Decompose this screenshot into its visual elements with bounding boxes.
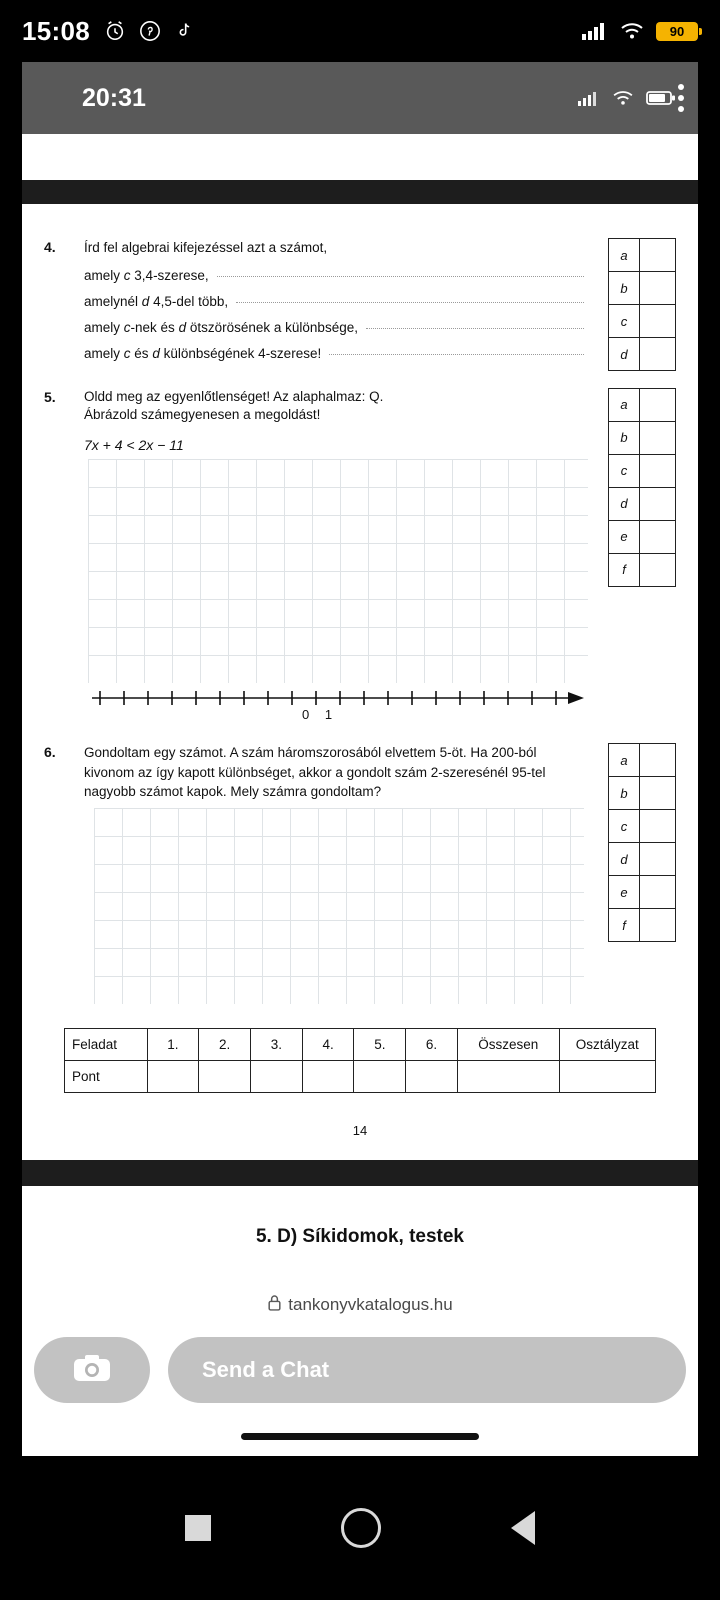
answer-row (609, 389, 675, 422)
battery-icon: 90 (656, 22, 698, 41)
exercise-4-answer-boxes (608, 238, 676, 371)
exercise-5-number-line (88, 683, 588, 729)
answer-letter: c (609, 810, 640, 842)
answer-row (609, 239, 675, 272)
android-navigation-bar (0, 1456, 720, 1600)
answer-letter: b (609, 422, 640, 454)
app-window (22, 62, 698, 1456)
alarm-icon (104, 20, 126, 42)
line-post2: ötszörösének a különbsége, (189, 319, 358, 335)
answer-cell[interactable] (640, 876, 675, 908)
next-page-title: 5. D) Síkidomok, testek (255, 1226, 464, 1248)
wifi-icon (620, 22, 644, 40)
system-status-bar (0, 0, 720, 62)
status-bar-clock: 15:08 (22, 15, 90, 46)
table-row (65, 1061, 656, 1093)
answer-row (609, 810, 675, 843)
exercise-5-prompt-line-2: Ábrázold számegyenesen a megoldást! (84, 407, 321, 423)
score-table-header-cell: 3. (250, 1029, 302, 1061)
score-table-header-cell: 4. (302, 1029, 354, 1061)
answer-letter: a (609, 239, 640, 271)
battery-icon (646, 90, 676, 106)
answer-row (609, 843, 675, 876)
line-post: 3,4-szerese, (134, 267, 209, 283)
signal-icon (578, 91, 600, 106)
line-pre: amelynél (84, 293, 139, 309)
score-table-header-cell: 2. (199, 1029, 251, 1061)
score-table-header-cell: Osztályzat (559, 1029, 655, 1061)
score-table-row-label: Pont (65, 1061, 148, 1093)
pinterest-icon (139, 20, 161, 42)
answer-letter: d (609, 843, 640, 875)
screenshot-status-bar (22, 62, 698, 134)
answer-cell[interactable] (640, 422, 675, 454)
exercise-4-line-4 (84, 346, 584, 361)
answer-cell[interactable] (640, 521, 675, 553)
answer-row (609, 455, 675, 488)
score-cell[interactable] (354, 1061, 406, 1093)
wifi-icon (612, 90, 634, 106)
exercise-5 (44, 388, 676, 578)
page-divider-bottom (22, 1160, 698, 1186)
answer-rule[interactable] (329, 354, 584, 355)
exercise-5-equation: 7x + 4 < 2x − 11 (84, 437, 184, 454)
line-post: -nek és (130, 319, 175, 335)
answer-row (609, 338, 675, 371)
watermark-url-text: tankonyvkatalogus.hu (288, 1295, 453, 1315)
exercise-4-line-2 (84, 294, 584, 309)
exercise-5-number: 5. (44, 388, 56, 405)
page-number: 14 (352, 1123, 368, 1139)
send-a-chat-button[interactable]: Send a Chat (168, 1337, 686, 1403)
answer-row (609, 876, 675, 909)
answer-cell[interactable] (640, 488, 675, 520)
line-var2: d (152, 345, 160, 361)
camera-icon (72, 1352, 112, 1389)
answer-row (609, 488, 675, 521)
answer-letter: e (609, 876, 640, 908)
score-cell[interactable] (406, 1061, 458, 1093)
exercise-6-number: 6. (44, 744, 56, 761)
recents-square-icon[interactable] (185, 1515, 211, 1541)
line-var: d (141, 293, 150, 309)
score-table-header-cell: 5. (354, 1029, 406, 1061)
back-triangle-icon[interactable] (511, 1511, 535, 1545)
exercise-5-work-grid[interactable] (88, 459, 588, 683)
exercise-5-answer-boxes (608, 388, 676, 587)
score-cell[interactable] (250, 1061, 302, 1093)
line-post2: különbségének 4-szerese! (163, 345, 322, 361)
exercise-5-prompt-line-1: Oldd meg az egyenlőtlenséget! Az alaphalmaz: Q. (84, 388, 384, 404)
exercise-4-line-1 (84, 268, 584, 283)
answer-cell[interactable] (640, 305, 675, 337)
score-table-row-label: Feladat (65, 1029, 148, 1061)
score-table (64, 1028, 656, 1093)
page-divider-top (22, 180, 698, 204)
answer-letter: a (609, 744, 640, 776)
score-cell[interactable] (457, 1061, 559, 1093)
score-table-header-cell: Összesen (457, 1029, 559, 1061)
answer-letter: b (609, 777, 640, 809)
score-table-header-cell: 6. (406, 1029, 458, 1061)
line-var: c (123, 345, 131, 361)
answer-cell[interactable] (640, 389, 675, 421)
answer-cell[interactable] (640, 455, 675, 487)
exercise-6-work-grid[interactable] (94, 808, 584, 1004)
lock-icon (267, 1294, 282, 1316)
answer-row (609, 744, 675, 777)
answer-letter: d (609, 338, 640, 370)
watermark-url (22, 1294, 698, 1316)
screenshot-clock: 20:31 (82, 83, 146, 112)
status-bar-system-icons (582, 22, 698, 41)
home-circle-icon[interactable] (341, 1508, 381, 1548)
answer-rule[interactable] (236, 302, 584, 303)
line-pre: amely (84, 319, 121, 335)
score-cell[interactable] (199, 1061, 251, 1093)
answer-cell[interactable] (640, 909, 675, 941)
score-cell[interactable] (559, 1061, 655, 1093)
answer-row (609, 554, 675, 587)
answer-cell[interactable] (640, 272, 675, 304)
answer-row (609, 305, 675, 338)
exercise-4-number: 4. (44, 239, 56, 255)
answer-row (609, 909, 675, 942)
line-pre: amely (84, 345, 121, 361)
answer-letter: c (609, 455, 640, 487)
signal-icon (582, 22, 608, 40)
answer-letter: f (609, 909, 640, 941)
answer-letter: c (609, 305, 640, 337)
answer-cell[interactable] (640, 554, 675, 586)
line-post: és (134, 345, 149, 361)
answer-rule[interactable] (217, 276, 584, 277)
document-page (22, 204, 698, 1138)
answer-letter: e (609, 521, 640, 553)
exercise-4-line-3 (84, 320, 584, 335)
line-var: c (123, 267, 131, 283)
answer-cell[interactable] (640, 810, 675, 842)
answer-cell[interactable] (640, 338, 675, 370)
exercise-6-answer-boxes (608, 743, 676, 942)
tiktok-icon (174, 20, 194, 42)
overflow-menu-icon[interactable] (678, 84, 684, 112)
line-var2: d (178, 319, 187, 335)
answer-cell[interactable] (640, 777, 675, 809)
answer-row (609, 422, 675, 455)
answer-cell[interactable] (640, 744, 675, 776)
score-table-header-cell: 1. (147, 1029, 199, 1061)
camera-button[interactable] (34, 1337, 150, 1403)
score-cell[interactable] (302, 1061, 354, 1093)
exercise-6-prompt: Gondoltam egy számot. A szám háromszorosából elvettem 5-öt. Ha 200-ból kivonom az így kapott különbséget, akkor a gondolt szám 2-szeresénél 95-tel nagyobb számot kapok. Mely számra gondoltam? (84, 745, 546, 800)
line-pre: amely (84, 267, 121, 283)
status-bar-notification-icons (104, 20, 194, 42)
answer-letter: d (609, 488, 640, 520)
table-row (65, 1029, 656, 1061)
answer-row (609, 272, 675, 305)
score-cell[interactable] (147, 1061, 199, 1093)
toolbar-gap (22, 134, 698, 180)
answer-cell[interactable] (640, 843, 675, 875)
answer-row (609, 521, 675, 554)
next-page-preview (22, 1186, 698, 1316)
number-line-labels: 0 1 (302, 707, 339, 723)
answer-letter: f (609, 554, 640, 586)
home-indicator (241, 1433, 479, 1440)
answer-letter: a (609, 389, 640, 421)
answer-rule[interactable] (366, 328, 584, 329)
answer-letter: b (609, 272, 640, 304)
answer-row (609, 777, 675, 810)
exercise-4-prompt: Írd fel algebrai kifejezéssel azt a számot, (84, 240, 328, 255)
snapchat-overlay (22, 1328, 698, 1412)
line-post: 4,5-del több, (153, 293, 229, 309)
screenshot-status-icons (578, 90, 676, 106)
answer-cell[interactable] (640, 239, 675, 271)
exercise-6 (44, 743, 676, 933)
line-var: c (123, 319, 131, 335)
exercise-4 (44, 238, 676, 372)
